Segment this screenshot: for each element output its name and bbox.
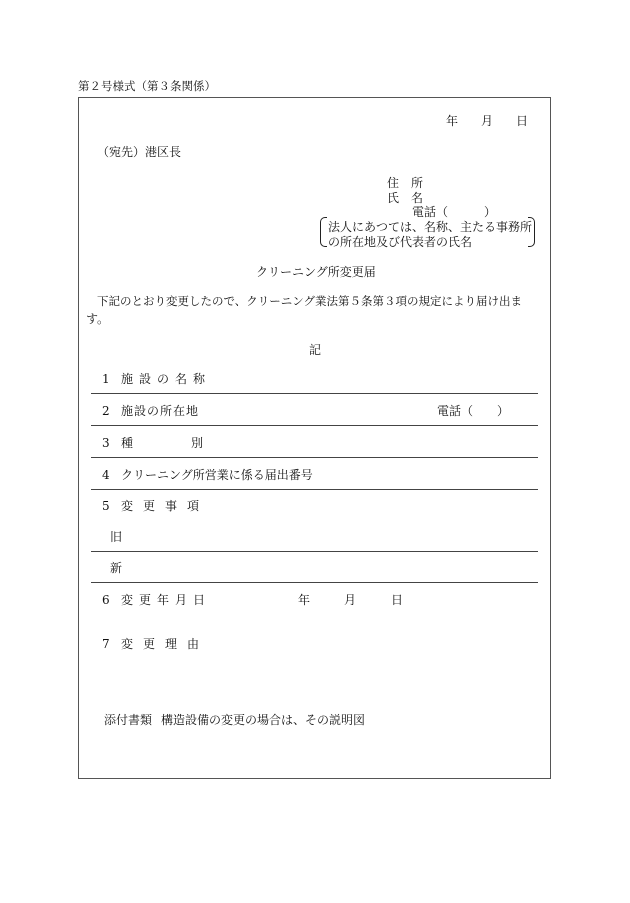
form-number-label: 第２号様式（第３条関係） xyxy=(78,79,216,93)
item-2-number: 2 xyxy=(102,404,110,418)
item-7-number: 7 xyxy=(102,637,110,651)
item-6-number: 6 xyxy=(102,593,110,607)
row-divider xyxy=(91,551,538,552)
item-6-month: 月 xyxy=(344,593,357,607)
ki-heading: 記 xyxy=(309,343,322,357)
item-4-number: 4 xyxy=(102,468,110,482)
body-line-2: す。 xyxy=(86,312,110,326)
attachment-text: 構造設備の変更の場合は、その説明図 xyxy=(161,713,366,727)
item-5-new: 新 xyxy=(110,561,123,575)
item-1-label: 施設の名称 xyxy=(121,372,212,386)
item-2-phone: 電話（ ） xyxy=(437,404,510,418)
item-5-old: 旧 xyxy=(110,530,123,544)
name-label: 氏 名 xyxy=(387,191,424,205)
date-year: 年 xyxy=(446,114,459,128)
addressee: （宛先）港区長 xyxy=(97,145,182,159)
corporate-note-line2: の所在地及び代表者の氏名 xyxy=(328,235,473,249)
item-5-label: 変更事項 xyxy=(121,499,210,513)
form-frame xyxy=(78,97,551,779)
row-divider xyxy=(91,425,538,426)
row-divider xyxy=(91,457,538,458)
address-label: 住 所 xyxy=(387,176,424,190)
item-1-number: 1 xyxy=(102,372,110,386)
item-3-label-a: 種 xyxy=(121,436,134,450)
body-line-1: 下記のとおり変更したので、クリーニング業法第５条第３項の規定により届け出ま xyxy=(97,294,523,308)
item-2-label: 施設の所在地 xyxy=(121,404,200,418)
item-6-year: 年 xyxy=(298,593,311,607)
attachment-label: 添付書類 xyxy=(104,713,153,727)
date-day: 日 xyxy=(516,114,529,128)
item-6-label: 変更年月日 xyxy=(121,593,212,607)
corporate-note-line1: 法人にあつては、名称、主たる事務所 xyxy=(328,220,533,234)
date-month: 月 xyxy=(481,114,494,128)
item-4-label: クリーニング所営業に係る届出番号 xyxy=(121,468,313,482)
item-6-day: 日 xyxy=(391,593,404,607)
applicant-phone-label: 電話（ ） xyxy=(412,205,497,219)
document-title: クリーニング所変更届 xyxy=(256,265,376,279)
row-divider xyxy=(91,393,538,394)
item-3-label-b: 別 xyxy=(191,436,204,450)
row-divider xyxy=(91,489,538,490)
item-7-label: 変更理由 xyxy=(121,637,210,651)
item-3-number: 3 xyxy=(102,436,110,450)
row-divider xyxy=(91,582,538,583)
item-5-number: 5 xyxy=(102,499,110,513)
